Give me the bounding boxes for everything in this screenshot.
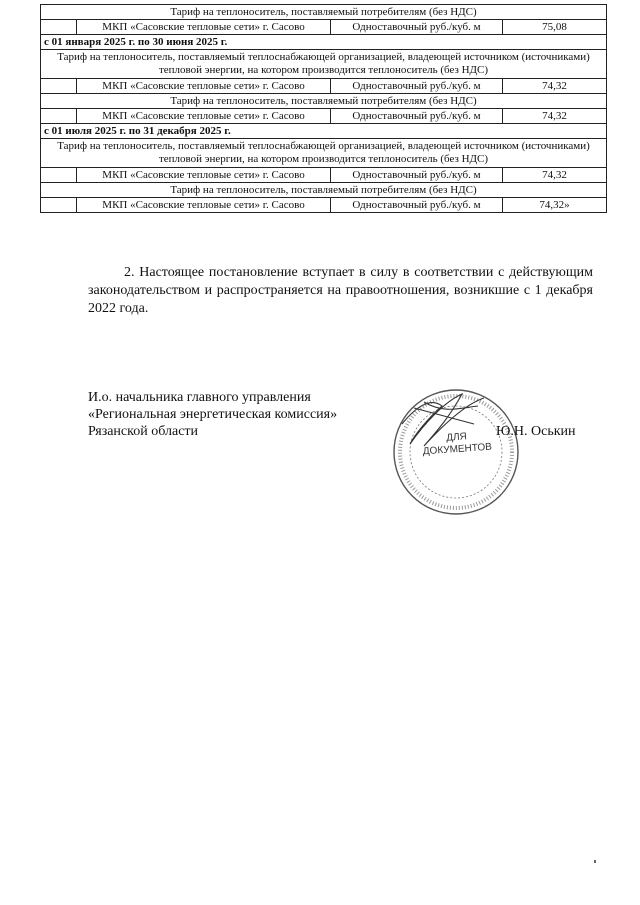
org-cell: МКП «Сасовские тепловые сети» г. Сасово: [77, 79, 331, 94]
value-cell: 74,32»: [503, 198, 607, 213]
table-row: [41, 124, 607, 139]
table-row: [41, 94, 607, 109]
empty-cell: [41, 20, 77, 35]
table-row: [41, 168, 607, 183]
table-row: [41, 5, 607, 20]
effective-date-paragraph: 2. Настоящее постановление вступает в силу в соответствии с действующим законодательством и распространяется на правоотношения, возникшие с 1 декабря 2022 года.: [88, 265, 593, 316]
org-cell: МКП «Сасовские тепловые сети» г. Сасово: [77, 198, 331, 213]
period-cell: с 01 июля 2025 г. по 31 декабря 2025 г.: [41, 124, 607, 139]
tariff-header-cell: Тариф на теплоноситель, поставляемый теплоснабжающей организацией, владеющей источником (источниками) тепловой энергии, на котором производится теплоноситель (без НДС): [41, 50, 607, 79]
rate-type-cell: Одноставочный руб./куб. м: [331, 79, 503, 94]
table-row: [41, 35, 607, 50]
value-cell: 75,08: [503, 20, 607, 35]
table-row: [41, 198, 607, 213]
signatory-name: Ю.Н. Оськин: [496, 424, 576, 439]
empty-cell: [41, 109, 77, 124]
stamp-label-line: ДЛЯ: [445, 431, 468, 444]
org-cell: МКП «Сасовские тепловые сети» г. Сасово: [77, 109, 331, 124]
signatory-title-block: [88, 389, 388, 440]
scan-speck: [594, 860, 596, 863]
tariff-header-cell: Тариф на теплоноситель, поставляемый потребителям (без НДС): [41, 183, 607, 198]
table-row: [41, 20, 607, 35]
org-cell: МКП «Сасовские тепловые сети» г. Сасово: [77, 168, 331, 183]
tariff-header-cell: Тариф на теплоноситель, поставляемый потребителям (без НДС): [41, 94, 607, 109]
tariff-header-cell: Тариф на теплоноситель, поставляемый теплоснабжающей организацией, владеющей источником (источниками) тепловой энергии, на котором производится теплоноситель (без НДС): [41, 139, 607, 168]
table-row: [41, 183, 607, 198]
value-cell: 74,32: [503, 79, 607, 94]
stamp-label-line: ДОКУМЕНТОВ: [422, 441, 493, 458]
signatory-title-line: Рязанской области: [88, 424, 199, 439]
tariff-header-cell: Тариф на теплоноситель, поставляемый потребителям (без НДС): [41, 5, 607, 20]
stamp-label: [421, 430, 493, 459]
signatory-title-line: И.о. начальника главного управления: [88, 390, 311, 405]
value-cell: 74,32: [503, 168, 607, 183]
table-row: [41, 50, 607, 79]
table-row: [41, 79, 607, 94]
value-cell: 74,32: [503, 109, 607, 124]
empty-cell: [41, 198, 77, 213]
period-cell: с 01 января 2025 г. по 30 июня 2025 г.: [41, 35, 607, 50]
tariff-table: [40, 4, 607, 213]
empty-cell: [41, 79, 77, 94]
signatory-title-line: «Региональная энергетическая комиссия»: [88, 407, 338, 422]
rate-type-cell: Одноставочный руб./куб. м: [331, 198, 503, 213]
table-row: [41, 109, 607, 124]
table-row: [41, 139, 607, 168]
rate-type-cell: Одноставочный руб./куб. м: [331, 168, 503, 183]
rate-type-cell: Одноставочный руб./куб. м: [331, 109, 503, 124]
empty-cell: [41, 168, 77, 183]
org-cell: МКП «Сасовские тепловые сети» г. Сасово: [77, 20, 331, 35]
rate-type-cell: Одноставочный руб./куб. м: [331, 20, 503, 35]
